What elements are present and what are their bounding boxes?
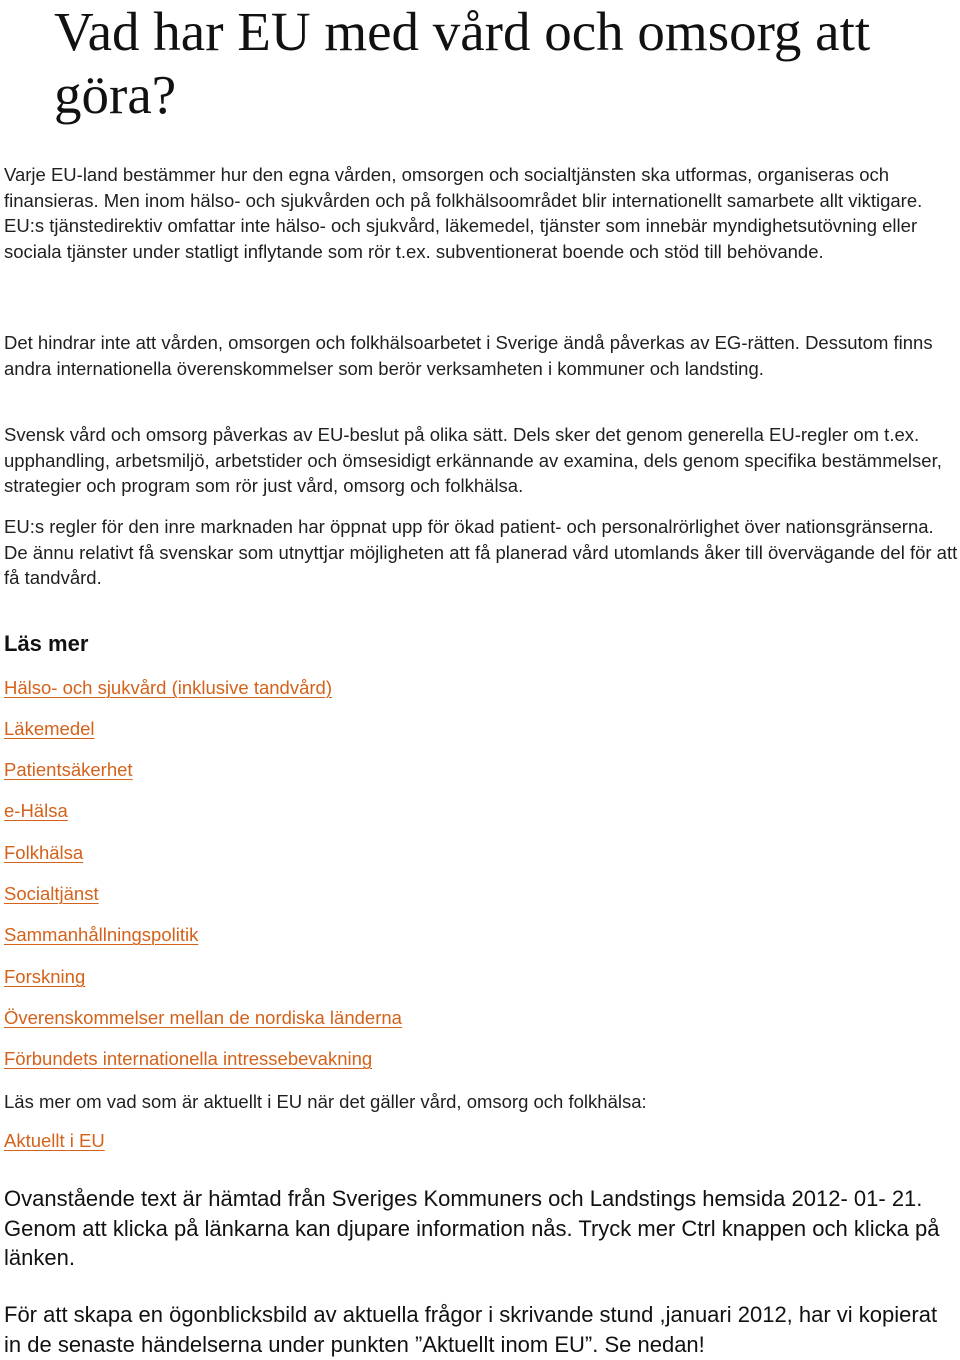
link-social-services[interactable]: Socialtjänst — [4, 883, 99, 904]
eg-law-paragraph: Det hindrar inte att vården, omsorgen och folkhälsoarbetet i Sverige ändå påverkas av EG-rätten. Dessutom finns andra internationella överenskommelser som berör verksamheten i kommuner och landsting. — [4, 332, 933, 379]
link-healthcare[interactable]: Hälso- och sjukvård (inklusive tandvård) — [4, 677, 332, 698]
closing-note: För att skapa en ögonblicksbild av aktuella frågor i skrivande stund ,januari 2012, har vi kopierat in de senaste händelserna under punkten ”Aktuellt inom EU”. Se nedan! — [4, 1302, 938, 1357]
link-nordic-agreements[interactable]: Överenskommelser mellan de nordiska länderna — [4, 1007, 402, 1028]
link-research[interactable]: Forskning — [4, 966, 86, 987]
page-title: Vad har EU med vård och omsorg att göra? — [54, 1, 871, 125]
link-public-health[interactable]: Folkhälsa — [4, 842, 84, 863]
link-patient-safety[interactable]: Patientsäkerhet — [4, 759, 133, 780]
current-intro-text: Läs mer om vad som är aktuellt i EU när det gäller vård, omsorg och folkhälsa: — [4, 1091, 647, 1112]
link-cohesion-policy[interactable]: Sammanhållningspolitik — [4, 924, 199, 945]
link-ehealth[interactable]: e-Hälsa — [4, 800, 68, 821]
link-current-eu[interactable]: Aktuellt i EU — [4, 1130, 105, 1151]
internal-market-paragraph: EU:s regler för den inre marknaden har öppnat upp för ökad patient- och personalrörlighet över nationsgränserna. De ännu relativt få svenskar som utnyttjar möjligheten att få planerad vård utomlands åker till övervägande del för att få tandvård. — [4, 516, 958, 588]
link-pharmaceuticals[interactable]: Läkemedel — [4, 718, 95, 739]
intro-paragraph: Varje EU-land bestämmer hur den egna vården, omsorgen och socialtjänsten ska utformas, organiseras och finansieras. Men inom hälso- och sjukvården och på folkhälsoområdet blir internationellt samarbete allt viktigare. EU:s tjänstedirektiv omfattar inte hälso- och sjukvård, läkemedel, tjänster som innebär myndighetsutövning eller sociala tjänster under statligt inflytande som rör t.ex. subventionerat boende och stöd till behövande. — [4, 164, 923, 262]
read-more-heading: Läs mer — [4, 631, 89, 656]
eu-decisions-paragraph: Svensk vård och omsorg påverkas av EU-beslut på olika sätt. Dels sker det genom generella EU-regler om t.ex. upphandling, arbetsmiljö, arbetstider och ömsesidigt erkännande av examina, dels genom specifika bestämmelser, strategier och program som rör just vård, omsorg och folkhälsa. — [4, 424, 942, 496]
link-international-advocacy[interactable]: Förbundets internationella intressebevakning — [4, 1048, 373, 1069]
source-note: Ovanstående text är hämtad från Sveriges Kommuners och Landstings hemsida 2012- 01- 21. Genom att klicka på länkarna kan djupare information nås. Tryck mer Ctrl knappen och klicka på länken. — [4, 1186, 940, 1270]
